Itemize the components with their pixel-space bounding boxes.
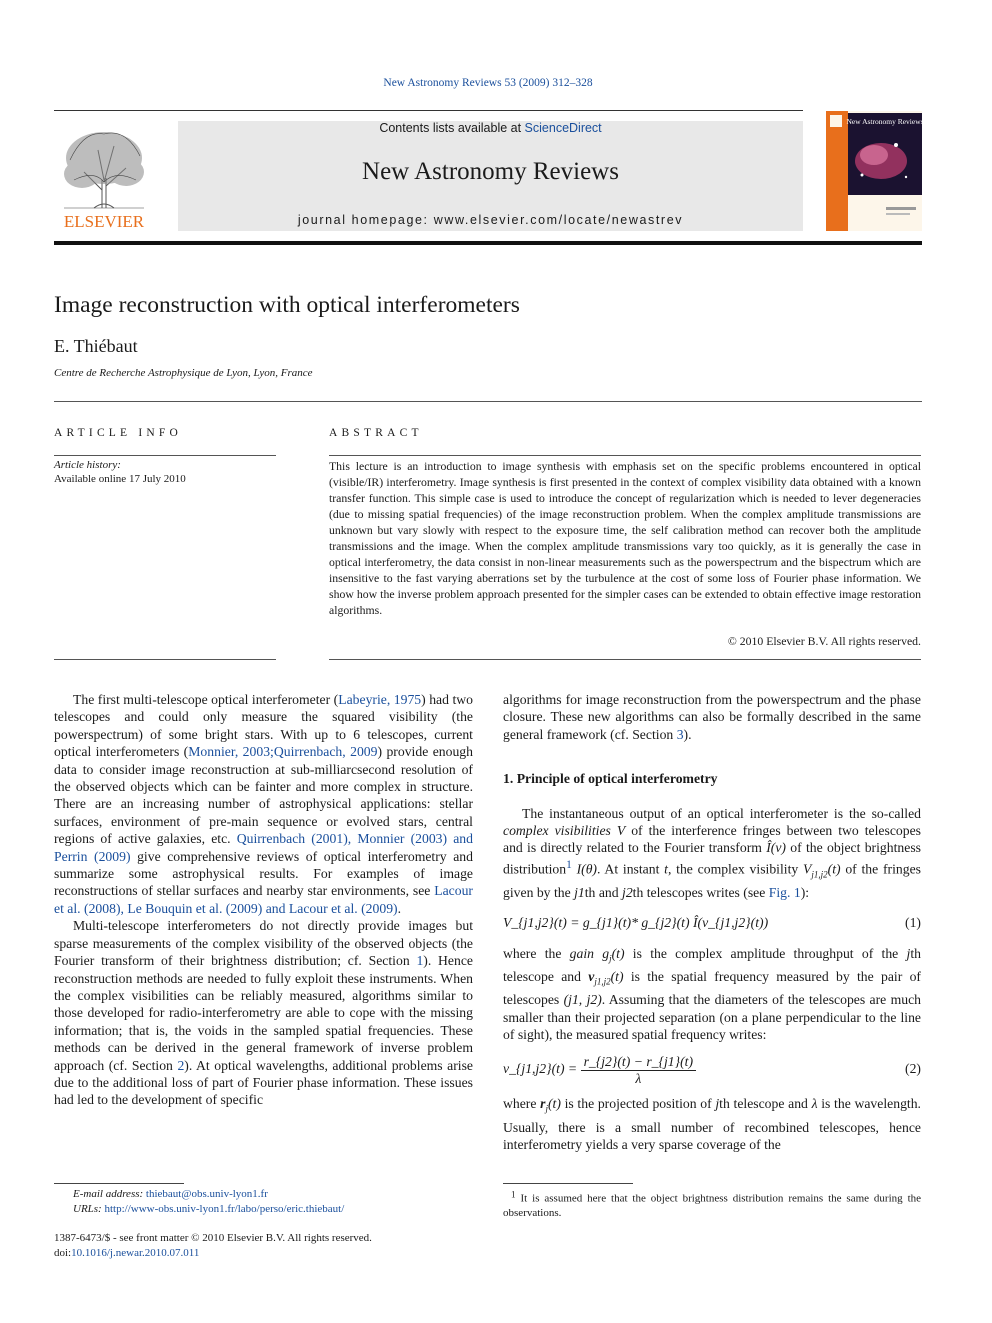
doi-line <box>54 1246 473 1261</box>
math-inline: V <box>803 861 812 877</box>
article-info-heading: ARTICLE INFO <box>54 427 182 439</box>
text-run: th telescopes writes (see <box>632 884 769 900</box>
paragraph-principle-2 <box>503 945 921 1044</box>
elsevier-logo[interactable] <box>54 120 154 232</box>
text-run: ). <box>683 726 692 742</box>
citation-link[interactable]: Labeyrie, 1975 <box>338 692 422 707</box>
journal-name: New Astronomy Reviews <box>362 158 619 185</box>
issn-line: 1387-6473/$ - see front matter © 2010 Elsevier B.V. All rights reserved. <box>54 1232 372 1244</box>
math-inline: j <box>906 945 911 961</box>
body-right-column <box>503 691 921 1153</box>
title-rule <box>54 401 922 402</box>
text-run: The first multi-telescope optical interferometer ( <box>73 692 339 707</box>
math-inline: (t) <box>547 1096 561 1112</box>
top-rule <box>54 110 803 111</box>
math-inline: ν <box>588 969 595 985</box>
contents-line <box>178 121 803 135</box>
elsevier-wordmark: ELSEVIER <box>63 212 145 231</box>
abstract-copyright: © 2010 Elsevier B.V. All rights reserved. <box>727 635 921 648</box>
abstract-bottom-rule <box>329 659 921 660</box>
math-inline: j <box>715 1096 720 1112</box>
paragraph-intro-3 <box>503 691 921 743</box>
text-run: of the interference fringes between two telescopes and is directly related to the Fourier transform <box>503 823 921 856</box>
journal-homepage[interactable]: journal homepage: www.elsevier.com/locate/newastrev <box>297 213 684 227</box>
math-inline: (t) <box>610 969 624 985</box>
section-link[interactable]: 3 <box>676 726 684 742</box>
abstract-heading: ABSTRACT <box>329 427 423 439</box>
equation-2 <box>503 1047 921 1091</box>
text-run: is the complex amplitude throughput of the <box>624 945 907 961</box>
footnote-1-text: It is assumed here that the object brightness distribution remains the same during the observations. <box>503 1192 922 1220</box>
article-history-label: Article history: <box>54 459 121 471</box>
math-inline: j2 <box>622 884 633 900</box>
math-inline: r <box>540 1096 546 1112</box>
urls-label: URLs: <box>73 1202 102 1215</box>
math-subscript: j <box>545 1104 548 1115</box>
math-inline: Î(ν) <box>766 840 786 856</box>
footnote-rule-right <box>503 1183 633 1184</box>
footnote-marker[interactable]: 1 <box>566 858 572 871</box>
equation-2-lhs: ν_{j1,j2}(t) = <box>503 1061 578 1077</box>
paragraph-intro-1 <box>54 691 473 917</box>
italic-term: complex visibilities V <box>503 823 626 839</box>
text-run: th telescope and <box>503 945 921 985</box>
italic-term: gain g <box>569 945 610 961</box>
text-run: where the <box>503 945 570 961</box>
equation-2-number: (2) <box>905 1061 921 1077</box>
text-run: ). Hence reconstruction methods are needed to fully exploit these instruments. When the complex visibilities can be reliably measured, algorithms similar to those developed for radio-interferometry are able to cope with the missing information; that is, the voids in the sampled spatial frequencies. These methods can be derived in the general framework of inverse problem approach (cf. Section <box>54 953 473 1073</box>
header-thick-rule <box>54 241 922 245</box>
equation-2-body <box>503 1047 696 1091</box>
text-run: of the object brightness distribution <box>503 840 921 877</box>
text-run: th and <box>584 884 623 900</box>
elsevier-tree-icon <box>54 120 154 232</box>
equation-1-number: (1) <box>905 914 921 930</box>
footnote-1-mark: 1 <box>511 1189 516 1199</box>
math-subscript: j1,j2 <box>594 976 611 987</box>
math-inline: I(θ) <box>571 861 597 877</box>
email-link[interactable]: thiebaut@obs.univ-lyon1.fr <box>145 1188 268 1200</box>
citation-link[interactable]: Lacour et al. (2008), Le Bouquin et al. (2009) and Lacour et al. (2009) <box>54 883 473 916</box>
text-run: Multi-telescope interferometers do not directly provide images but sparse measurements of the complex visibility of the observed objects (the Fourier transform of their brightness distribution; cf. Section <box>54 918 473 969</box>
math-inline: t <box>664 861 668 877</box>
abstract-text: This lecture is an introduction to image synthesis with emphasis set on the specific problems encountered in optical (visible/IR) interferometry. Image synthesis is first presented in the context of complex visibility data obtained with a known transfer function. This simple case is used to introduce the concept of regularization which is needed to lever degeneracies (due to missing spatial frequencies) of the image reconstruction problem. When the complex amplitude transmissions are unknown but vary slowly with respect to the exposure time, the self calibration method can recover both the amplitude transmissions and the image. When the complex amplitude transmissions vary too quickly, as it is generally the case in optical interferometry, the data consist in non-linear measurements such as the powerspectrum and the bispectrum which are insensitive to the fast varying aberrations set by the turbulence at the cost of some loss of Fourier phase information. We show how the inverse problem approach presented for the simpler cases can be extended to obtain effective image restoration algorithms. <box>329 460 921 617</box>
text-run: ) provide enough data to consider image reconstruction at sub-milliarcsecond resolution of the observed objects which can be fainter and more complex in structure. There are an increasing number of astrophysical applications: stellar surfaces, environment of pre-main sequence or evolved stars, central regions of active galaxies, etc. <box>54 744 473 847</box>
body-left-column <box>54 691 473 1109</box>
footnote-rule-left <box>54 1183 184 1184</box>
text-run: ) had two telescopes and could only measure the squared visibility (the powerspectrum) of some bright stars. With up to 6 telescopes, current optical interferometers ( <box>54 692 473 760</box>
text-run: . Assuming that the diameters of the telescopes are much smaller than their projected separation (on a plane perpendicular to the line of sight), the measured spatial frequency writes: <box>503 992 921 1043</box>
text-run: is the spatial frequency measured by the pair of telescopes <box>503 969 921 1008</box>
math-subscript: j1,j2 <box>811 869 828 880</box>
paragraph-principle-3 <box>503 1095 921 1153</box>
text-run: give comprehensive reviews of optical interferometry and summarize some astrophysical results. For examples of image reconstructions of stellar surfaces and nearby star environments, see <box>54 848 473 899</box>
section-1-title: 1. Principle of optical interferometry <box>503 771 718 787</box>
article-history-value: Available online 17 July 2010 <box>54 473 186 485</box>
journal-reference[interactable]: New Astronomy Reviews 53 (2009) 312–328 <box>383 77 593 89</box>
math-inline: (t) <box>827 861 841 877</box>
section-link[interactable]: 2 <box>177 1057 185 1073</box>
text-run: of the fringes given by the <box>503 861 921 900</box>
contents-prefix: Contents lists available at <box>379 121 525 135</box>
math-subscript: j <box>609 953 612 964</box>
text-run: ): <box>800 884 810 900</box>
text-run: . <box>397 900 402 916</box>
text-run: where <box>503 1096 541 1112</box>
equation-2-numerator: r_{j2}(t) − r_{j1}(t) <box>581 1054 696 1071</box>
url-link[interactable]: http://www-obs.univ-lyon1.fr/labo/perso/eric.thiebaut/ <box>104 1202 345 1215</box>
citation-link[interactable]: Quirrenbach (2001), Monnier (2003) and Perrin (2009) <box>54 831 473 864</box>
journal-cover[interactable] <box>826 111 922 231</box>
doi-link[interactable]: 10.1016/j.newar.2010.07.011 <box>71 1246 200 1259</box>
section-link[interactable]: 1 <box>416 953 424 969</box>
abstract-rule <box>329 455 921 456</box>
text-run: The instantaneous output of an optical interferometer is the so-called <box>522 805 921 821</box>
text-run: , the complex visibility <box>667 861 803 877</box>
doi-label: doi: <box>54 1246 72 1259</box>
text-run: th telescope and <box>719 1096 812 1112</box>
article-author[interactable]: E. Thiébaut <box>54 336 138 356</box>
footnote-1 <box>503 1187 921 1221</box>
email-label: E-mail address: <box>73 1188 144 1200</box>
math-inline: (t) <box>611 945 625 961</box>
journal-cover-image <box>826 111 922 231</box>
url-line <box>54 1202 473 1217</box>
citation-link[interactable]: Monnier, 2003;Quirrenbach, 2009 <box>188 744 378 760</box>
equation-1-body: V_{j1,j2}(t) = g_{j1}(t)* g_{j2}(t) Î(ν_{j1,j2}(t)) <box>503 914 769 930</box>
email-line <box>54 1187 473 1202</box>
equation-1 <box>503 905 921 941</box>
equation-2-denominator: λ <box>635 1070 642 1086</box>
text-run: is the wavelength. Usually, there is a small number of recombined telescopes, hence interferometry yields a very sparse coverage of the <box>503 1096 921 1152</box>
math-inline: j1 <box>574 884 585 900</box>
author-affiliation: Centre de Recherche Astrophysique de Lyon, Lyon, France <box>54 367 313 379</box>
article-title: Image reconstruction with optical interferometers <box>54 292 520 318</box>
text-run: is the projected position of <box>560 1096 716 1112</box>
article-info-rule <box>54 455 276 456</box>
author-contact-footnote <box>54 1187 473 1216</box>
paragraph-intro-2 <box>54 917 473 1108</box>
text-run: algorithms for image reconstruction from the powerspectrum and the phase closure. These new algorithms can also be formally described in the same general framework (cf. Section <box>503 692 921 742</box>
sciencedirect-link[interactable]: ScienceDirect <box>524 121 602 135</box>
text-run: . At instant <box>597 861 665 877</box>
paragraph-principle-1 <box>503 805 921 901</box>
math-inline: (j1, j2) <box>563 992 602 1008</box>
text-run: ). At optical wavelengths, additional problems arise due to the additional loss of part of Fourier phase information. These issues had led to the development of specific <box>54 1057 474 1108</box>
figure-link[interactable]: Fig. 1 <box>768 884 801 900</box>
article-info-bottom-rule <box>54 659 276 660</box>
publication-info <box>54 1231 473 1260</box>
cover-title: New Astronomy Reviews <box>846 117 922 126</box>
equation-2-fraction <box>581 1054 696 1087</box>
math-inline: λ <box>811 1096 818 1112</box>
